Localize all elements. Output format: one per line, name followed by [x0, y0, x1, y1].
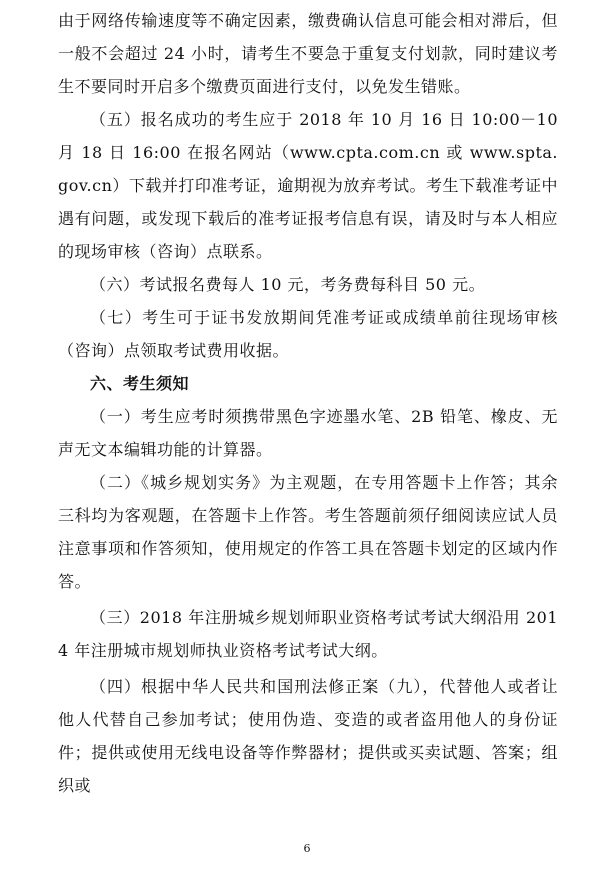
body-text [58, 4, 558, 802]
paragraph-continued: 由于网络传输速度等不确定因素，缴费确认信息可能会相对滞后，但一般不会超过 24 小时，请考生不要急于重复支付划款，同时建议考生不要同时开启多个缴费页面进行支付，以免发生错账。 [58, 11, 558, 96]
paragraph-item-7: （七）考生可于证书发放期间凭准考证或成绩单前往现场审核（咨询）点领取考试费用收据。 [58, 308, 558, 360]
paragraph-item-5: （五）报名成功的考生应于 2018 年 10 月 16 日 10:00－10 月 18 日 16:00 在报名网站（www.cpta.com.cn 或 www.spta.gov.cn）下载并打印准考证，逾期视为放弃考试。考生下载准考证中遇有问题，或发现下载后的准考证报考信息有误，请及时与本人相应的现场审核（咨询）点联系。 [58, 110, 558, 261]
paragraph-notice-1: （一）考生应考时须携带黑色字迹墨水笔、2B 铅笔、橡皮、无声无文本编辑功能的计算器。 [58, 407, 558, 459]
page-number: 6 [303, 842, 311, 855]
section-heading-notice: 六、考生须知 [90, 374, 190, 393]
paragraph-notice-4: （四）根据中华人民共和国刑法修正案（九），代替他人或者让他人代替自己参加考试；使用伪造、变造的或者盗用他人的身份证件；提供或使用无线电设备等作弊器材；提供或买卖试题、答案；组织或 [58, 677, 558, 795]
paragraph-notice-2: （二）《城乡规划实务》为主观题，在专用答题卡上作答；其余三科均为客观题，在答题卡上作答。考生答题前须仔细阅读应试人员注意事项和作答须知，使用规定的作答工具在答题卡划定的区域内作答。 [58, 473, 558, 591]
paragraph-notice-3: （三）2018 年注册城乡规划师职业资格考试考试大纲沿用 2014 年注册城市规划师执业资格考试考试大纲。 [58, 608, 558, 660]
paragraph-item-6: （六）考试报名费每人 10 元，考务费每科目 50 元。 [90, 275, 486, 294]
